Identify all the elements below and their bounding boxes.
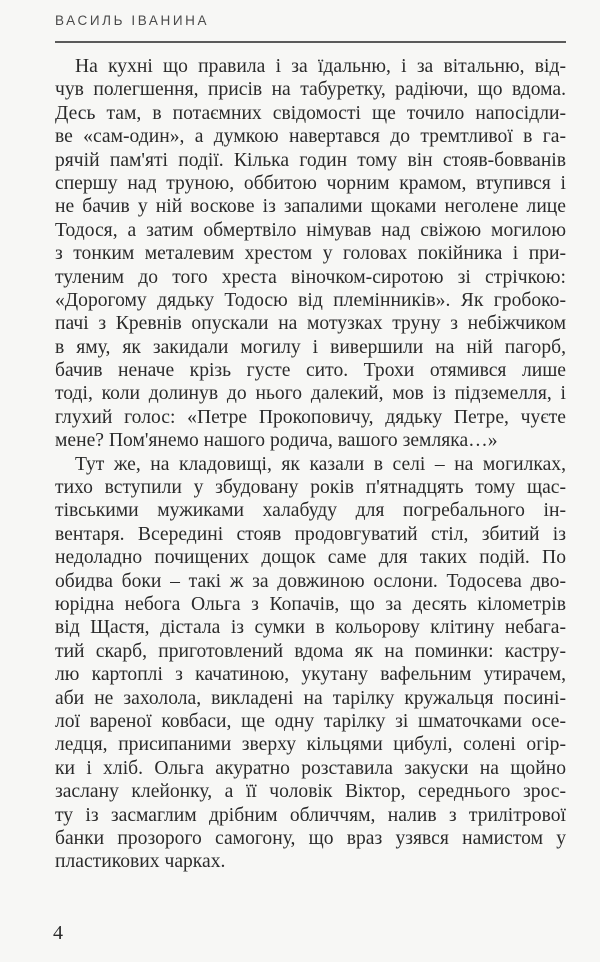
text-line: рячій пам'яті події. Кілька годин тому він стояв-бовванів — [55, 149, 566, 171]
text-line: «Дорогому дядьку Тодосю від племінників». Як гробоко- — [55, 289, 566, 311]
text-line: тоді, коли долинув до нього далекий, мов із підземелля, і — [55, 383, 566, 405]
text-line: чув полегшення, присів на табуретку, радіючи, що вдома. — [55, 79, 566, 101]
text-line: глухий голос: «Петре Прокоповичу, дядьку Петре, чуєте — [55, 406, 566, 428]
text-line: тівськими мужиками халабуду для погребального ін- — [55, 500, 566, 522]
text-line: ки і хліб. Ольга акуратно розставила закуски на щойно — [55, 757, 566, 779]
text-line: в яму, як закидали могилу і вивершили на ній пагорб, — [55, 336, 566, 358]
text-line: тий скарб, приготовлений вдома як на поминки: кастру- — [55, 640, 566, 662]
text-line: Десь там, в потаємних свідомості ще точило напосідли- — [55, 102, 566, 124]
text-line: ту із засмаглим дрібним обличчям, налив з трилітрової — [55, 804, 566, 826]
text-line: банки прозорого самогону, що враз узявся намистом у — [55, 827, 566, 849]
text-line: туленим до того хреста віночком-сиротою зі стрічкою: — [55, 266, 566, 288]
text-line: пачі з Кревнів опускали на мотузках труну з небіжчиком — [55, 313, 566, 335]
text-line: обидва боки – такі ж за довжиною ослони. Тодосева дво- — [55, 570, 566, 592]
page-number: 4 — [53, 922, 63, 944]
text-line: Тут же, на кладовищі, як казали в селі – на могилках, — [75, 453, 566, 475]
text-line: не бачив у ній воскове із запалими щоками неголене лице — [55, 196, 566, 218]
text-line: ве «сам-один», а думкою навертався до тремтливої в га- — [55, 126, 566, 148]
text-line: заслану клейонку, а її чоловік Віктор, середнього зрос- — [55, 781, 566, 803]
text-line: лої вареної ковбаси, ще одну тарілку зі шматочками осе- — [55, 710, 566, 732]
body-text — [55, 55, 566, 874]
text-line: На кухні що правила і за їдальню, і за вітальню, від- — [75, 56, 566, 77]
text-line: юрідна небога Ольга з Копачів, що за десять кілометрів — [55, 593, 566, 615]
header-rule — [55, 41, 566, 43]
text-line: мене? Пом'янемо нашого родича, вашого земляка…» — [55, 430, 498, 452]
text-line: бачив неначе крізь густе сито. Трохи отямився лише — [55, 360, 566, 382]
text-line: від Щастя, дістала із сумки в кольорову клітину небага- — [55, 617, 566, 639]
text-line: лю картоплі з качатиною, укутану вафельним утирачем, — [55, 664, 566, 686]
text-line: з тонким металевим хрестом у головах покійника і при- — [55, 243, 566, 265]
text-line: недоладно почищених дощок саме для таких подій. По — [55, 547, 566, 569]
text-line: тихо вступили у збудовану років п'ятнадцять тому щас- — [55, 477, 566, 499]
text-line: ледця, присипаними зверху кільцями цибулі, солені огір- — [55, 734, 566, 756]
paragraph-1 — [55, 55, 566, 453]
text-line: пластикових чарках. — [55, 851, 226, 873]
text-line: вентаря. Всередині стояв продовгуватий стіл, збитий із — [55, 523, 566, 545]
text-line: Тодося, а затим обмертвіло німував над свіжою могилою — [55, 219, 566, 241]
paragraph-2 — [55, 453, 566, 874]
text-line: аби не захолола, викладені на тарілку кружальця посині- — [55, 687, 566, 709]
text-line: спершу над труною, оббитою чорним крамом, втупився і — [55, 172, 566, 194]
running-head: ВАСИЛЬ ІВАНИНА — [55, 13, 210, 28]
